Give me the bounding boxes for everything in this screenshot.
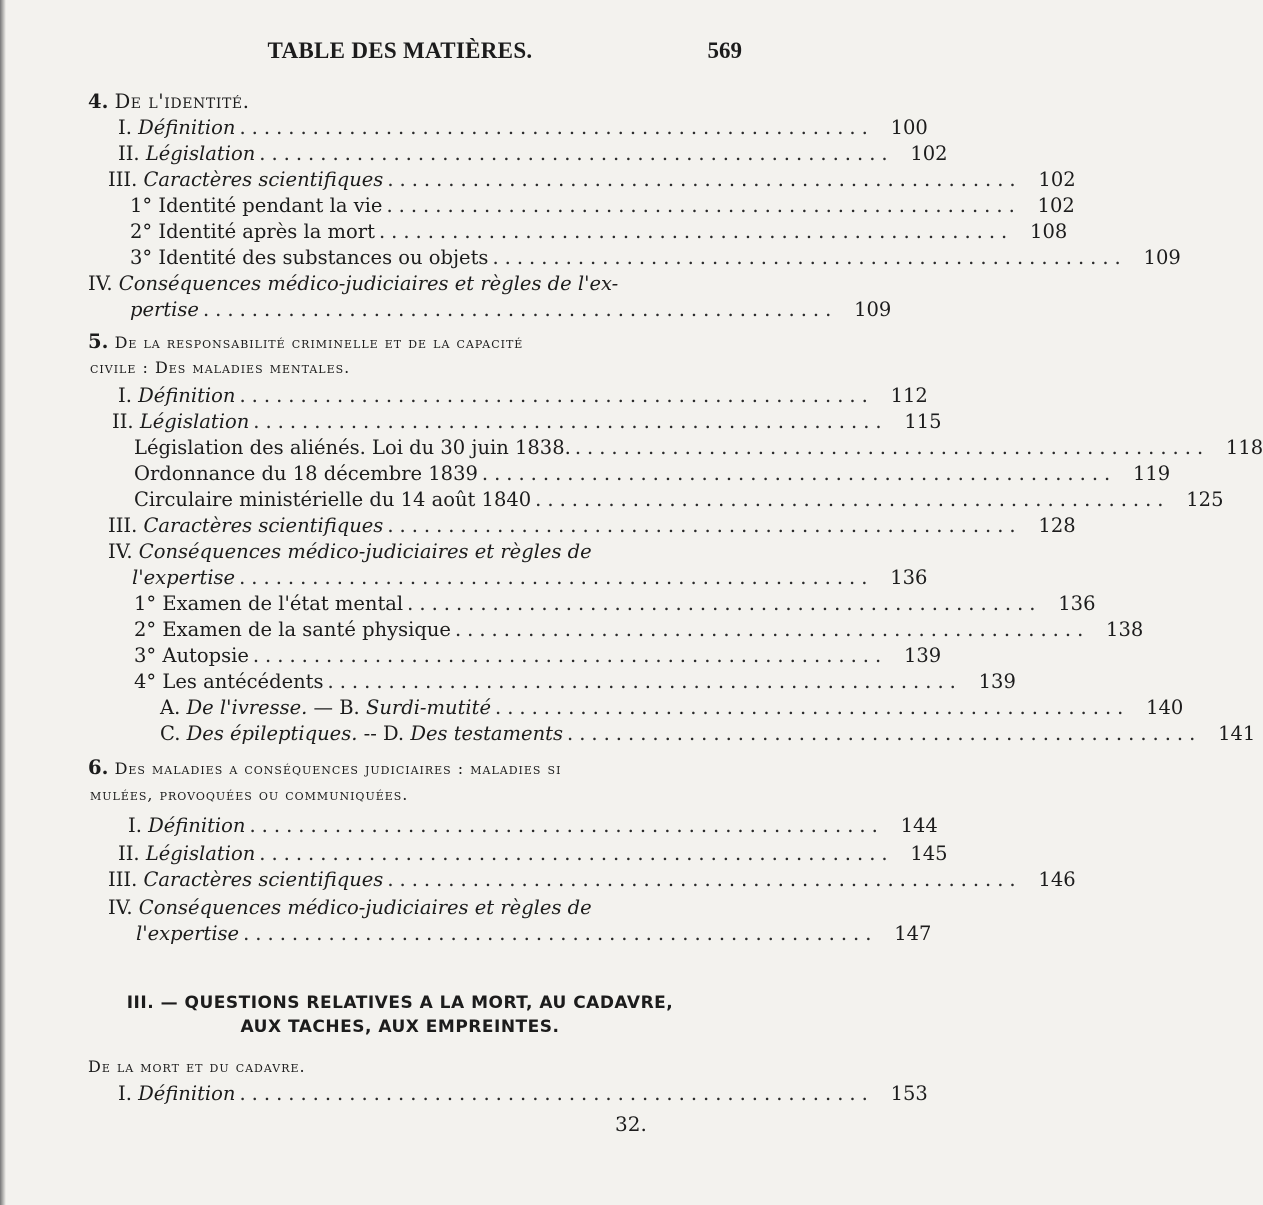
section-4-heading <box>88 90 250 118</box>
toc-entry[interactable] <box>112 410 942 438</box>
section-5-heading <box>88 330 523 358</box>
toc-entry-iv-line1[interactable] <box>108 896 592 924</box>
entry-label: II. <box>118 842 140 865</box>
toc-entry[interactable] <box>118 1082 928 1110</box>
dot-leader: .................................................... <box>252 644 888 667</box>
entry-label: 2° <box>130 220 153 243</box>
section-5-heading-line2 <box>90 355 350 383</box>
entry-label: -- D. <box>363 722 405 745</box>
section-number: 5. <box>88 330 109 353</box>
section-title: De l'identité. <box>114 90 250 113</box>
entry-text: Définition <box>148 814 246 837</box>
entry-text: Caractères scientifiques <box>143 168 384 191</box>
entry-text: l'expertise <box>132 566 236 589</box>
entry-text: Législation <box>145 842 256 865</box>
dot-leader: .................................................... <box>574 436 1210 459</box>
toc-entry[interactable] <box>134 670 1016 698</box>
toc-entry[interactable] <box>134 644 942 672</box>
toc-entry[interactable] <box>118 384 928 412</box>
toc-entry-iv-line2[interactable] <box>136 922 932 950</box>
entry-text: Législation <box>139 410 250 433</box>
dot-leader: .................................................... <box>567 722 1202 745</box>
toc-entry[interactable] <box>108 514 1076 542</box>
entry-text: Autopsie <box>162 644 249 667</box>
section-title: mulées, provoquées ou communiquées. <box>90 785 409 804</box>
toc-entry[interactable] <box>160 722 1256 750</box>
entry-text: pertise <box>130 298 199 321</box>
entry-label: 3° <box>130 246 153 269</box>
entry-label: 3° <box>134 644 157 667</box>
toc-entry[interactable] <box>128 814 938 842</box>
entry-page: 109 <box>854 298 892 321</box>
entry-label: 4° <box>134 670 157 693</box>
section-title: De la responsabilité criminelle et de la capacité <box>114 333 524 352</box>
toc-entry[interactable] <box>118 116 928 144</box>
toc-entry-iv-line1[interactable] <box>88 272 618 300</box>
entry-label: — B. <box>313 696 360 719</box>
entry-page: 128 <box>1038 514 1076 537</box>
dot-leader: .................................................... <box>243 922 878 945</box>
entry-text: l'expertise <box>136 922 240 945</box>
entry-text: Examen de la santé physique <box>162 618 451 641</box>
entry-page: 139 <box>978 670 1016 693</box>
toc-entry[interactable] <box>130 194 1075 222</box>
section-6-heading <box>88 756 561 784</box>
toc-entry[interactable] <box>108 868 1076 896</box>
entry-text: Conséquences médico-judiciaires et règles de <box>138 540 592 563</box>
entry-page: 112 <box>890 384 928 407</box>
entry-text: Législation <box>145 142 256 165</box>
toc-entry-iv-line1[interactable] <box>108 540 592 568</box>
section-number: 6. <box>88 756 109 779</box>
dot-leader: .................................................... <box>378 220 1014 243</box>
dot-leader: .................................................... <box>239 116 874 139</box>
entry-text: Conséquences médico-judiciaires et règles de <box>138 896 592 919</box>
entry-text: De l'ivresse. <box>186 696 308 719</box>
entry-page: 102 <box>910 142 948 165</box>
dot-leader: .................................................... <box>253 410 888 433</box>
part-heading-line2: AUX TACHES, AUX EMPREINTES. <box>240 1017 560 1037</box>
subsection-heading <box>88 1054 306 1082</box>
entry-page: 136 <box>890 566 928 589</box>
toc-entry[interactable] <box>130 246 1181 274</box>
section-title: Des maladies a conséquences judiciaires : maladies si <box>114 759 562 778</box>
entry-label: I. <box>118 116 132 139</box>
section-6-heading-line2 <box>90 782 408 810</box>
entry-text: Des épileptiques. <box>186 722 358 745</box>
toc-entry[interactable] <box>134 592 1096 620</box>
entry-page: 139 <box>903 644 942 667</box>
entry-page: 147 <box>894 922 932 945</box>
page-header <box>0 38 800 78</box>
entry-page: 100 <box>890 116 928 139</box>
entry-label: III. <box>108 868 138 891</box>
entry-text: Ordonnance du 18 décembre 1839 <box>134 462 478 485</box>
entry-label: III. <box>108 168 138 191</box>
dot-leader: .................................................... <box>249 814 884 837</box>
entry-label: I. <box>118 384 132 407</box>
toc-entry[interactable] <box>134 618 1144 646</box>
entry-text: Définition <box>138 384 236 407</box>
entry-text: Examen de l'état mental <box>162 592 404 615</box>
entry-text: Définition <box>138 1082 236 1105</box>
entry-text: Législation des aliénés. Loi du 30 juin 1838. <box>134 436 571 459</box>
entry-page: 125 <box>1186 488 1224 511</box>
entry-page: 119 <box>1132 462 1171 485</box>
entry-text: Définition <box>138 116 236 139</box>
entry-label: C. <box>160 722 181 745</box>
entry-page: 141 <box>1218 722 1256 745</box>
entry-text: Identité pendant la vie <box>158 194 383 217</box>
dot-leader: .................................................... <box>387 868 1022 891</box>
entry-label: 2° <box>134 618 157 641</box>
entry-page: 144 <box>900 814 938 837</box>
dot-leader: .................................................... <box>387 168 1022 191</box>
entry-page: 153 <box>890 1082 928 1105</box>
entry-text: Identité des substances ou objets <box>158 246 489 269</box>
part-heading-line1: III. — QUESTIONS RELATIVES A LA MORT, AU CADAVRE, <box>126 993 674 1013</box>
dot-leader: .................................................... <box>259 142 894 165</box>
entry-page: 109 <box>1143 246 1181 269</box>
toc-entry-iv-line2[interactable] <box>132 566 928 594</box>
entry-label: I. <box>118 1082 132 1105</box>
toc-entry[interactable] <box>130 220 1068 248</box>
dot-leader: .................................................... <box>239 566 874 589</box>
entry-page: 118 <box>1225 436 1263 459</box>
entry-text: Identité après la mort <box>158 220 375 243</box>
entry-page: 145 <box>910 842 948 865</box>
entry-page: 115 <box>904 410 942 433</box>
dot-leader: .................................................... <box>407 592 1042 615</box>
entry-label: 1° <box>130 194 153 217</box>
page-number: 569 <box>707 38 742 63</box>
entry-label: IV. <box>108 540 133 563</box>
entry-page: 136 <box>1058 592 1096 615</box>
toc-entry-iv-line2[interactable] <box>130 298 892 326</box>
subsection-title: De la mort et du cadavre. <box>88 1057 306 1076</box>
entry-text: Conséquences médico-judiciaires et règles de l'ex- <box>118 272 619 295</box>
entry-page: 146 <box>1038 868 1076 891</box>
entry-page: 108 <box>1030 220 1068 243</box>
entry-label: III. <box>108 514 138 537</box>
dot-leader: .................................................... <box>495 696 1130 719</box>
entry-page: 102 <box>1038 168 1076 191</box>
dot-leader: .................................................... <box>481 462 1117 485</box>
dot-leader: .................................................... <box>386 194 1021 217</box>
toc-entry[interactable] <box>134 436 1263 464</box>
entry-text: Des testaments <box>410 722 563 745</box>
entry-text: Circulaire ministérielle du 14 août 1840 <box>134 488 532 511</box>
toc-entry[interactable] <box>118 142 948 170</box>
dot-leader: .................................................... <box>259 842 894 865</box>
toc-entry[interactable] <box>160 696 1184 724</box>
entry-page: 138 <box>1106 618 1144 641</box>
dot-leader: .................................................... <box>535 488 1170 511</box>
entry-text: Caractères scientifiques <box>143 868 384 891</box>
entry-label: II. <box>112 410 134 433</box>
section-number: 4. <box>88 90 109 113</box>
entry-label: A. <box>160 696 181 719</box>
toc-entry[interactable] <box>118 842 948 870</box>
entry-label: II. <box>118 142 140 165</box>
section-title: civile : Des maladies mentales. <box>90 358 351 377</box>
running-title: TABLE DES MATIÈRES. <box>267 38 533 63</box>
dot-leader: .................................................... <box>239 384 874 407</box>
signature-mark: 32. <box>615 1112 647 1136</box>
dot-leader: .................................................... <box>387 514 1022 537</box>
entry-label: IV. <box>108 896 133 919</box>
toc-entry[interactable] <box>108 168 1076 196</box>
entry-text: Les antécédents <box>162 670 324 693</box>
toc-entry[interactable] <box>134 488 1224 516</box>
entry-label: IV. <box>88 272 113 295</box>
toc-entry[interactable] <box>134 462 1171 490</box>
dot-leader: .................................................... <box>202 298 838 321</box>
dot-leader: .................................................... <box>454 618 1090 641</box>
entry-text: Caractères scientifiques <box>143 514 384 537</box>
dot-leader: .................................................... <box>327 670 962 693</box>
entry-text: Surdi-mutité <box>365 696 492 719</box>
dot-leader: .................................................... <box>239 1082 874 1105</box>
entry-page: 102 <box>1037 194 1075 217</box>
entry-page: 140 <box>1146 696 1184 719</box>
entry-label: I. <box>128 814 142 837</box>
entry-label: 1° <box>134 592 157 615</box>
dot-leader: .................................................... <box>492 246 1127 269</box>
